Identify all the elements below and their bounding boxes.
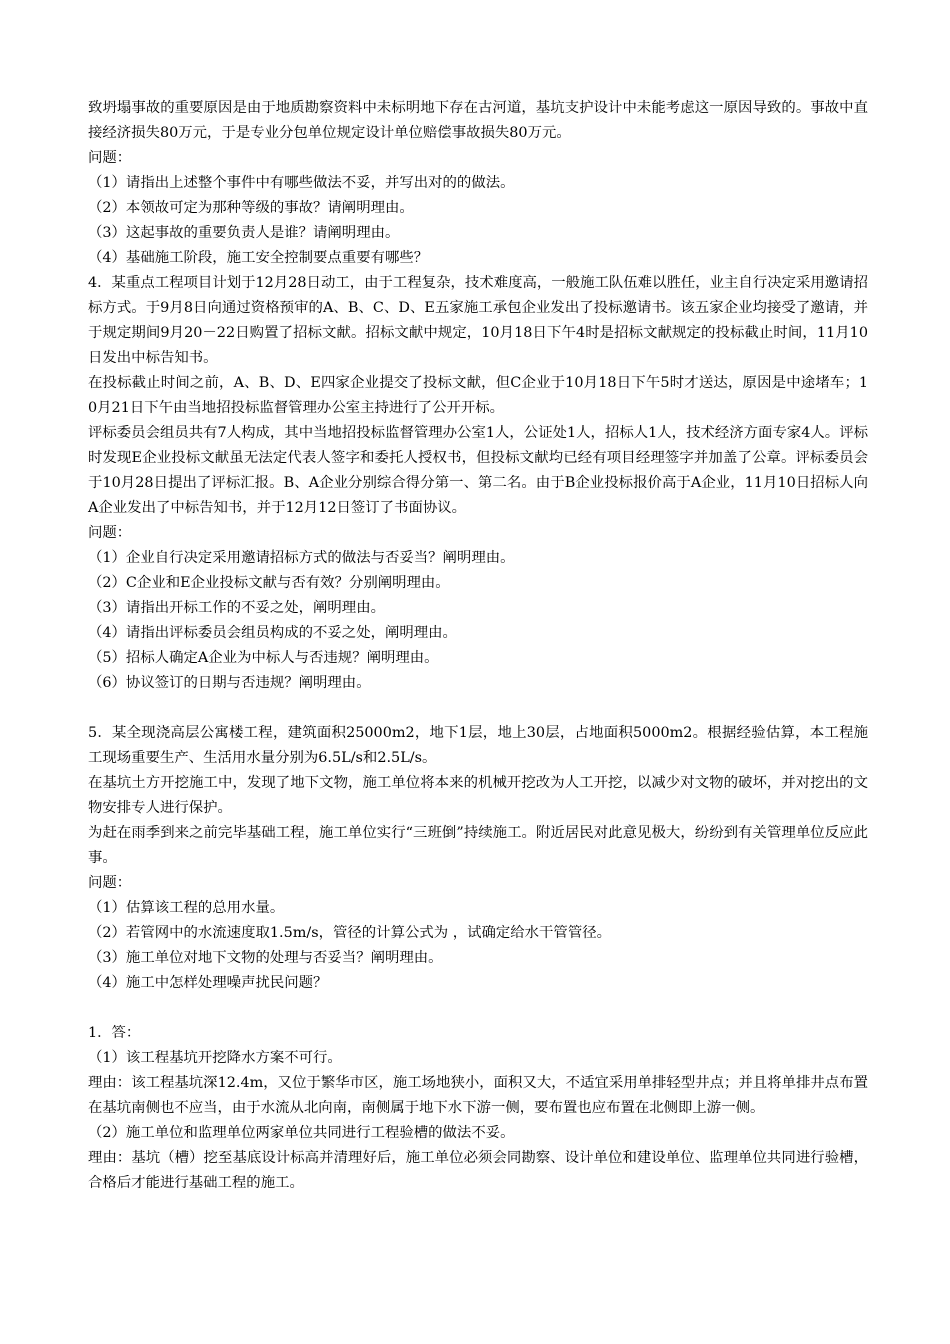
case4-question-5: （5）招标人确定A企业为中标人与否违规？阐明理由。 (88, 650, 439, 666)
case5-paragraph-3: 为赶在雨季到来之前完毕基础工程，施工单位实行“三班倒”持续施工。附近居民对此意见极大，纷纷到有关管理单位反应此事。 (88, 825, 868, 866)
document-page (88, 96, 868, 1196)
case5-paragraph-2: 在基坑土方开挖施工中，发现了地下文物，施工单位将本来的机械开挖改为人工开挖，以减少对文物的破坏，并对挖出的文物安排专人进行保护。 (88, 775, 868, 816)
case5-questions-label: 问题： (88, 875, 132, 891)
intro-question-2: （2）本领故可定为那种等级的事故？请阐明理由。 (88, 200, 414, 216)
answer1-item-2: （2）施工单位和监理单位两家单位共同进行工程验槽的做法不妥。 (88, 1125, 515, 1141)
answer1-heading: 1．答： (88, 1025, 141, 1041)
answer1-item-1: （1）该工程基坑开挖降水方案不可行。 (88, 1050, 342, 1066)
case5-paragraph-1: 5．某全现浇高层公寓楼工程，建筑面积25000m2，地下1层，地上30层，占地面积5000m2。根据经验估算，本工程施工现场重要生产、生活用水量分别为6.5L/s和2.5L/s。 (88, 725, 868, 766)
intro-paragraph: 致坍塌事故的重要原因是由于地质勘察资料中未标明地下存在古河道，基坑支护设计中未能考虑这一原因导致的。事故中直接经济损失80万元，于是专业分包单位规定设计单位赔偿事故损失80万元。 (88, 100, 868, 141)
case4-question-4: （4）请指出评标委员会组员构成的不妥之处，阐明理由。 (88, 625, 457, 641)
case5-question-1: （1）估算该工程的总用水量。 (88, 900, 285, 916)
case5-question-3: （3）施工单位对地下文物的处理与否妥当？阐明理由。 (88, 950, 443, 966)
case4-paragraph-1: 4．某重点工程项目计划于12月28日动工，由于工程复杂，技术难度高，一般施工队伍难以胜任，业主自行决定采用邀请招标方式。于9月8日向通过资格预审的A、B、C、D、E五家施工承包企业发出了投标邀请书。该五家企业均接受了邀请，并于规定期间9月20－22日购置了招标文献。招标文献中规定，10月18日下午4时是招标文献规定的投标截止时间，11月10日发出中标告知书。 (88, 275, 868, 366)
case4-paragraph-2: 在投标截止时间之前，A、B、D、E四家企业提交了投标文献，但C企业于10月18日下午5时才送达，原因是中途堵车；10月21日下午由当地招投标监督管理办公室主持进行了公开开标。 (88, 375, 868, 416)
case4-question-1: （1）企业自行决定采用邀请招标方式的做法与否妥当？阐明理由。 (88, 550, 515, 566)
answer1-reason-2: 理由：基坑（槽）挖至基底设计标高并清理好后，施工单位必须会同勘察、设计单位和建设单位、监理单位共同进行验槽，合格后才能进行基础工程的施工。 (88, 1150, 868, 1191)
blank-line (88, 996, 868, 1021)
case4-paragraph-3: 评标委员会组员共有7人构成，其中当地招投标监督管理办公室1人，公证处1人，招标人1人，技术经济方面专家4人。评标时发现E企业投标文献虽无法定代表人签字和委托人授权书，但投标文献均已经有项目经理签字并加盖了公章。评标委员会于10月28日提出了评标汇报。B、A企业分别综合得分第一、第二名。由于B企业投标报价高于A企业，11月10日招标人向A企业发出了中标告知书，并于12月12日签订了书面协议。 (88, 425, 868, 516)
case4-question-6: （6）协议签订的日期与否违规？阐明理由。 (88, 675, 371, 691)
case4-question-2: （2）C企业和E企业投标文献与否有效？分别阐明理由。 (88, 575, 450, 591)
case4-question-3: （3）请指出开标工作的不妥之处，阐明理由。 (88, 600, 385, 616)
case5-question-4: （4）施工中怎样处理噪声扰民问题？ (88, 975, 328, 991)
case5-question-2: （2）若管网中的水流速度取1.5m/s，管径的计算公式为 ，试确定给水干管管径。 (88, 925, 611, 941)
case4-questions-label: 问题： (88, 525, 132, 541)
intro-questions-label: 问题： (88, 150, 132, 166)
intro-question-4: （4）基础施工阶段，施工安全控制要点重要有哪些？ (88, 250, 429, 266)
intro-question-3: （3）这起事故的重要负责人是谁？请阐明理由。 (88, 225, 400, 241)
answer1-reason-1: 理由：该工程基坑深12.4m，又位于繁华市区，施工场地狭小，面积又大，不适宜采用单排轻型井点；并且将单排井点布置在基坑南侧也不应当，由于水流从北向南，南侧属于地下水下游一侧，要布置也应布置在北侧即上游一侧。 (88, 1075, 868, 1116)
blank-line (88, 696, 868, 721)
intro-question-1: （1）请指出上述整个事件中有哪些做法不妥，并写出对的的做法。 (88, 175, 515, 191)
